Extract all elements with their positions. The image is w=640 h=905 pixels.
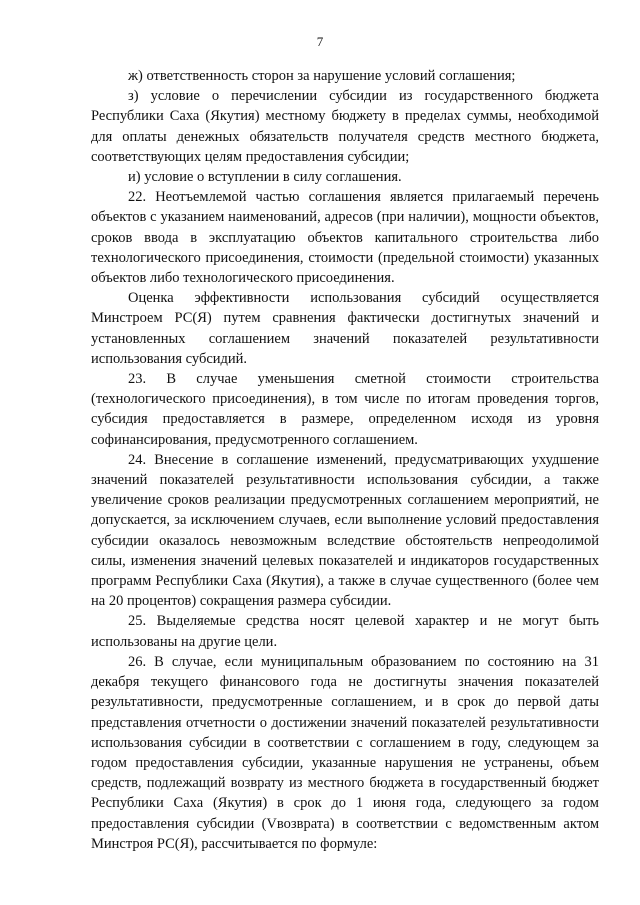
document-body (91, 66, 599, 854)
paragraph-22: 22. Неотъемлемой частью соглашения является прилагаемый перечень объектов с указанием наименований, адресов (при наличии), мощности объектов, сроков ввода в эксплуатацию объектов капитального строительства либо технологического присоединения, стоимости (предельной стоимости) указанных объектов либо технологического присоединения. (91, 189, 599, 287)
paragraph-26: 26. В случае, если муниципальным образованием по состоянию на 31 декабря текущего финансового года не достигнуты значения показателей результативности, предусмотренные соглашением, и в срок до первой даты представления отчетности о достижении значений показателей результативности использования субсидии в соответствии с соглашением в году, следующем за годом предоставления субсидии, указанные нарушения не устранены, объем средств, подлежащий возврату из местного бюджета в государственный бюджет Республики Саха (Якутия) в срок до 1 июня года, следующего за годом предоставления субсидии (Vвозврата) в соответствии с ведомственным актом Минстроя РС(Я), рассчитывается по формуле: (91, 653, 599, 852)
paragraph-24: 24. Внесение в соглашение изменений, предусматривающих ухудшение значений показателей результативности использования субсидии, а также увеличение сроков реализации предусмотренных соглашением мероприятий, не допускается, за исключением случаев, если выполнение условий предоставления субсидии оказалось невозможным вследствие обстоятельств непреодолимой силы, изменения значений целевых показателей и индикаторов государственных программ Республики Саха (Якутия), а также в случае существенного (более чем на 20 процентов) сокращения размера субсидии. (91, 451, 599, 610)
page-number: 7 (316, 34, 324, 49)
paragraph-z: з) условие о перечислении субсидии из государственного бюджета Республики Саха (Якутия) местному бюджету в пределах суммы, необходимой для оплаты денежных обязательств получателя средств местного бюджета, соответствующих целям предоставления субсидии; (91, 88, 599, 165)
paragraph-effectiveness: Оценка эффективности использования субсидий осуществляется Минстроем РС(Я) путем сравнения фактически достигнутых значений и установленных соглашением значений показателей результативности использования субсидий. (91, 290, 599, 367)
paragraph-zh: ж) ответственность сторон за нарушение условий соглашения; (128, 68, 516, 84)
paragraph-25: 25. Выделяемые средства носят целевой характер и не могут быть использованы на другие цели. (91, 613, 599, 650)
paragraph-i: и) условие о вступлении в силу соглашения. (128, 169, 402, 186)
paragraph-23: 23. В случае уменьшения сметной стоимости строительства (технологического присоединения), в том числе по итогам проведения торгов, субсидия предоставляется в размере, определенном исходя из уровня софинансирования, предусмотренного соглашением. (91, 371, 599, 448)
